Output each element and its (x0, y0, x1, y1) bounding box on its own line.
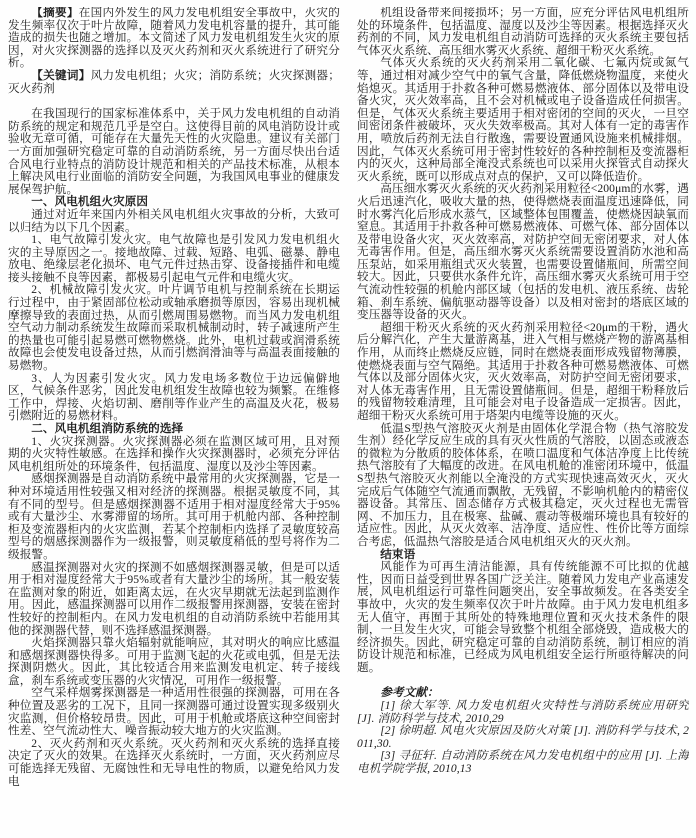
reference-item: [2] 徐明超. 风电火灾原因及防火对策 [J]. 消防科学与技术, 2011,30. (357, 724, 689, 750)
section-heading: 二、风电机组消防系统的选择 (31, 422, 184, 435)
field-text: 风力发电机组；火灾；消防系统；火灾探测器；灭火药剂 (8, 68, 340, 95)
labeled-paragraph (8, 70, 340, 95)
paragraph-continued: 机组设备带来间接损坏；另一方面，应充分评估风电机组所处的环境条件，包括温度、湿度以及沙尘等因素。根据选择灭火药剂的不同，风力发电机组自动消防可选择的灭火系统主要包括气体灭火系统、高压细水雾灭火系统、超细干粉灭火系统。 (357, 7, 689, 57)
paragraph: 感烟探测器是自动消防系统中最常用的火灾探测器，它是一种对环境适用性较强又相对经济的探测器。根据灵敏度不同，其有不同的型号。但是感烟探测器不适用于相对湿度经常大于95%或有大量沙尘、水雾滞留的场所。其可用于机舱内部、各种控制柜及变流器柜内的火灾监测，若某个控制柜内选择了灵敏度较高型号的烟感探测器作为一级报警，则灵敏度稍低的型号将作为二级报警。 (8, 472, 340, 561)
paragraph: 1、电气故障引发火灾。电气故障也是引发风力发电机组火灾的主导原因之一。接地故障、过载、短路、电弧、磁暴、静电放电、绝缘层老化损坏、电气元件过热击穿、设备接插件和电缆接头接触不良等因素，都极易引起电气元件和电缆火灾。 (8, 233, 340, 284)
paragraph: 低温S型热气溶胶灭火剂是由固体化学混合物（热气溶胶发生剂）经化学反应生成的具有灭火性质的气溶胶，以固态或液态的微粒为分散质的胶体体系，在喷口温度和气体洁净度上比传统热气溶胶有了大幅度的改进。在风电机舱的准密闭环境中，低温S型热气溶胶灭火剂能以全淹没的方式实现快速高效灭火，灭火完成后气体随空气流通而飘散，无残留，不影响机舱内的精密仪器设备。其常压、固态储存方式极其稳定，灭火过程也无需管网、不加压力，且在极寒、盐碱、震动等极端环境也具有较好的适应性。因此，从灭火效率、洁净度、适应性、性价比等方面综合考虑，低温热气溶胶是适合风电机组灭火的灭火剂。 (357, 421, 689, 548)
paragraph: 2、机械故障引发火灾。叶片调节电机与控制系统在长期运行过程中，由于紧固部位松动或轴承磨损等原因，容易出现机械摩擦导致的表面过热，从而引燃周围易燃物。而当风力发电机组空气动力制动系统发生故障而采取机械制动时，转子减速所产生的热量也可能引起易燃可燃物燃烧。此外，电机过载或润滑系统故障也会使发电设备过热，从而引燃润滑油等与高温表面接触的易燃物。 (8, 283, 340, 373)
paragraph: 高压细水雾灭火系统的灭火药剂采用粒径<200μm的水雾，遇火后迅速汽化，吸收大量的热，使得燃烧表面温度迅速降低，同时水雾汽化后形成水蒸气，区域整体包围覆盖，使燃烧因缺氧而窒息。其适用于扑救各种可燃易燃液体、可燃气体、部分固体以及带电设备火灾，灭火效率高，对防护空间无密闭要求，对人体无毒害作用。但是，高压细水雾灭火系统需要设置消防水池和高压泵站，如采用瓶组式灭火装置，也需要设置储瓶间，所需空间较大。因此，只要供水条件允许，高压细水雾灭火系统可用于空气流动性较强的机舱内部区域（包括的发电机、液压系统、齿轮箱、刹车系统、偏航驱动器等设备）以及相对密封的塔底区域的变压器等设备的灭火。 (357, 182, 689, 322)
labeled-paragraph (8, 7, 340, 70)
column-2 (357, 7, 689, 838)
paragraph: 火焰探测器只靠火焰辐射就能响应，其对明火的响应比感温和感烟探测器快得多。可用于监测飞起的火花或电弧，但是无法探测阴燃火。因此，其比较适合用来监测发电机定、转子接线盒，刹车系统或变压器的火灾情况，可用作一级报警。 (8, 636, 340, 687)
paragraph: 通过对近年来国内外相关风电机组火灾事故的分析，大致可以归结为以下几个因素。 (8, 207, 340, 234)
field-label: 【关键词】 (31, 68, 91, 82)
paragraph: 感温探测器对火灾的探测不如感烟探测器灵敏，但是可以适用于相对湿度经常大于95%或者有大量沙尘的场所。其一般安装在监测对象的附近，如距离太远，在火灾早期就无法起到监测作用。因此，感温探测器可以用作二级报警用探测器，安装在密封性较好的控制柜内。在风力发电机组的自动消防系统中若能用其他的探测器代替，则不选择感温探测器。 (8, 560, 340, 637)
reference-item: [3] 寻征轩. 自动消防系统在风力发电机组中的应用 [J]. 上海电机学院学报, 2010,13 (357, 749, 689, 776)
reference-item: [1] 徐大军等. 风力发电机组火灾特性与消防系统应用研究 [J]. 消防科学与技术, 2010,29 (357, 699, 689, 725)
column-1 (8, 7, 340, 838)
references-heading: 参考文献： (380, 686, 439, 700)
paragraph: 2、灭火药剂和灭火系统。灭火药剂和灭火系统的选择直接决定了灭火的效果。在选择灭火系统时，一方面，灭火药剂应尽可能选择无残留、无腐蚀性和无导电性的物质，以避免给风力发电 (8, 736, 340, 788)
paragraph: 风能作为可再生清洁能源，具有传统能源不可比拟的优越性，因而日益受到世界各国广泛关注。随着风力发电产业高速发展，风电机组运行可靠性问题突出，安全事故频发。在各类安全事故中，火灾的发生频率仅次于叶片故障。由于风力发电机组多无人值守，再囿于其所处的特殊地理位置和灭火技术条件的限制，一旦发生火灾，可能会导致整个机组全部烧毁，造成极大的经济损失。因此，研究稳定可靠的自动消防系统，制订相应的消防设计规范和标准，已经成为风电机组安全运行所亟待解决的问题。 (357, 560, 689, 674)
field-text: 在国内外发生的风力发电机组安全事故中，火灾的发生频率仅次于叶片故障，随着风力发电机容量的提升，其可能造成的损失也随之增加。本文简述了风力发电机组发生火灾的原因，对火灾探测器的选择以及灭火药剂和灭火系统进行了研究分析。 (8, 7, 340, 70)
paragraph: 3、人为因素引发火灾。风力发电场多数位于边远偏僻地区，气候条件恶劣，因此发电机组发生故障也较为频繁。在维修工作中，焊接、火焰切割、磨削等作业产生的高温及火花，极易引燃附近的易燃材料。 (8, 371, 340, 423)
field-label: 【摘要】 (31, 7, 79, 19)
section-heading: 结束语 (380, 547, 416, 561)
paragraph: 超细干粉灭火系统的灭火药剂采用粒径<20μm的干粉，遇火后分解汽化，产生大量游离基，进入气相与燃烧产物的游离基相作用，从而终止燃烧反应链，同时在燃烧表面形成残留物薄膜，使燃烧表面与空气隔绝。其适用于扑救各种可燃易燃液体、可燃气体以及部分固体火灾，灭火效率高，对防护空间无密闭要求，对人体无毒害作用，且无需设置储瓶间。但是，超细干粉释放后的残留物较难清理，且可能会对电子设备造成一定损害。因此，超细干粉灭火系统可用于塔架内电缆等设施的灭火。 (357, 320, 689, 422)
paragraph: 气体灭火系统的灭火药剂采用二氧化碳、七氟丙烷或氮气等，通过相对减少空气中的氧气含量，降低燃烧物温度，来使火焰熄灭。其适用于扑救各种可燃易燃液体、部分固体以及带电设备火灾，灭火效率高，且不会对机械或电子设备造成任何损害。但是，气体灭火系统主要适用于相对密闭的空间的灭火，一旦空间密闭条件被破坏，灭火失效率极高。其对人体有一定的毒害作用，喷放后药剂无法自行散逸，需要设置通风设施来机械排烟。因此，气体灭火系统可用于密封性较好的各种控制柜及变流器柜内的灭火，这种局部全淹没式系统也可以采用火探管式自动探火灭火系统，既可以形成点对点的保护，又可以降低造价。 (357, 56, 689, 183)
paragraph: 空气采样烟雾探测器是一种适用性很强的探测器，可用在各种位置及恶劣的工况下，且同一探测器可通过设置实现多级别火灾监测，但价格较昂贵。因此，可用于机舱或塔底这种空间密封性差、空气流动性大、噪音振动较大地方的火灾监测。 (8, 686, 340, 738)
paragraph: 1、火灾探测器。火灾探测器必须在监测区域可用，且对预期的火灾特性敏感。在选择和操作火灾探测器时，必须充分评估风电机组所处的环境条件，包括温度、湿度以及沙尘等因素。 (8, 434, 340, 473)
section-heading: 一、风电机组火灾原因 (31, 195, 149, 209)
paragraph: 在我国现行的国家标准体系中，关于风力发电机组的自动消防系统的规定和规范几乎是空白。这使得目前的风电消防设计或验收无章可循，可能存在大量先天性的火灾隐患。建议有关部门一方面加强研究稳定可靠的自动消防系统，另一方面尽快出台适合风电行业特点的消防设计规范和相关的产品技术标准，从根本上解决风电行业面临的消防安全问题，为我国风电事业的健康发展保驾护航。 (8, 107, 340, 196)
